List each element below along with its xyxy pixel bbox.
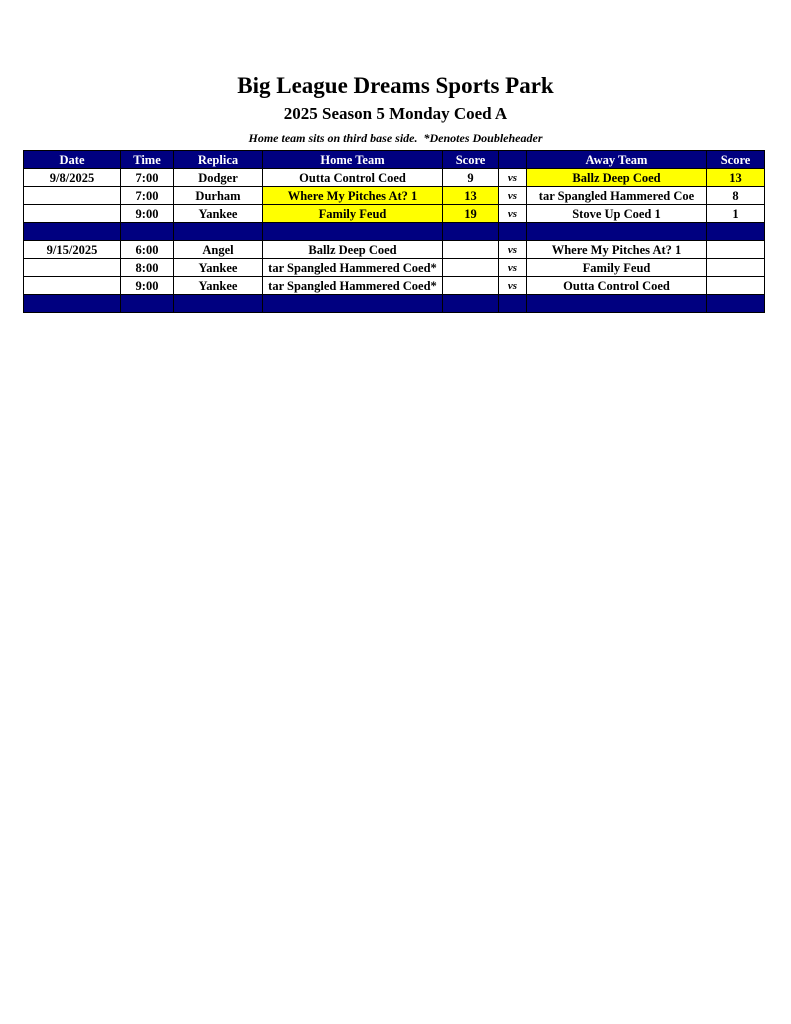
away-score [707,277,765,295]
separator-cell [707,295,765,313]
game-date [24,205,121,223]
col-header-home-team: Home Team [263,151,443,169]
home-score: 9 [443,169,499,187]
game-time: 6:00 [121,241,174,259]
away-score: 1 [707,205,765,223]
separator-cell [707,223,765,241]
separator-cell [263,295,443,313]
home-team: tar Spangled Hammered Coed* [263,259,443,277]
col-header-away-score: Score [707,151,765,169]
separator-cell [443,295,499,313]
game-field: Yankee [174,205,263,223]
home-score [443,241,499,259]
col-header-replica: Replica [174,151,263,169]
game-field: Angel [174,241,263,259]
game-time: 8:00 [121,259,174,277]
home-team: Ballz Deep Coed [263,241,443,259]
away-score: 13 [707,169,765,187]
separator-cell [174,295,263,313]
home-score [443,277,499,295]
game-time: 9:00 [121,277,174,295]
away-team: tar Spangled Hammered Coe [527,187,707,205]
home-team: Family Feud [263,205,443,223]
game-date [24,187,121,205]
table-row [24,241,765,259]
separator-cell [121,223,174,241]
vs-label: vs [499,187,527,205]
col-header-away-team: Away Team [527,151,707,169]
game-time: 7:00 [121,169,174,187]
away-team: Outta Control Coed [527,277,707,295]
vs-label: vs [499,169,527,187]
separator-cell [499,295,527,313]
home-team: Outta Control Coed [263,169,443,187]
home-team: Where My Pitches At? 1 [263,187,443,205]
col-header-vs [499,151,527,169]
game-field: Durham [174,187,263,205]
header-row [24,151,765,169]
table-row [24,205,765,223]
separator-cell [499,223,527,241]
page-subtitle: 2025 Season 5 Monday Coed A [283,104,508,123]
separator-cell [263,223,443,241]
col-header-home-score: Score [443,151,499,169]
away-team: Where My Pitches At? 1 [527,241,707,259]
away-team: Stove Up Coed 1 [527,205,707,223]
game-date [24,259,121,277]
separator-cell [527,223,707,241]
home-team: tar Spangled Hammered Coed* [263,277,443,295]
home-score: 13 [443,187,499,205]
schedule-note: Home team sits on third base side. *Denotes Doubleheader [248,131,543,145]
home-score [443,259,499,277]
separator-row [24,223,765,241]
table-row [24,277,765,295]
table-row [24,169,765,187]
col-header-time: Time [121,151,174,169]
separator-cell [174,223,263,241]
away-team: Ballz Deep Coed [527,169,707,187]
table-row [24,259,765,277]
game-field: Yankee [174,259,263,277]
separator-cell [121,295,174,313]
page-title: Big League Dreams Sports Park [237,73,554,98]
game-time: 9:00 [121,205,174,223]
game-field: Dodger [174,169,263,187]
home-score: 19 [443,205,499,223]
away-score: 8 [707,187,765,205]
separator-cell [24,223,121,241]
game-time: 7:00 [121,187,174,205]
separator-cell [527,295,707,313]
table-row [24,187,765,205]
col-header-date: Date [24,151,121,169]
game-date: 9/15/2025 [24,241,121,259]
schedule-table [23,150,765,313]
game-date [24,277,121,295]
game-date: 9/8/2025 [24,169,121,187]
separator-cell [443,223,499,241]
vs-label: vs [499,259,527,277]
vs-label: vs [499,205,527,223]
separator-cell [24,295,121,313]
away-score [707,259,765,277]
away-team: Family Feud [527,259,707,277]
vs-label: vs [499,277,527,295]
game-field: Yankee [174,277,263,295]
away-score [707,241,765,259]
separator-row [24,295,765,313]
vs-label: vs [499,241,527,259]
